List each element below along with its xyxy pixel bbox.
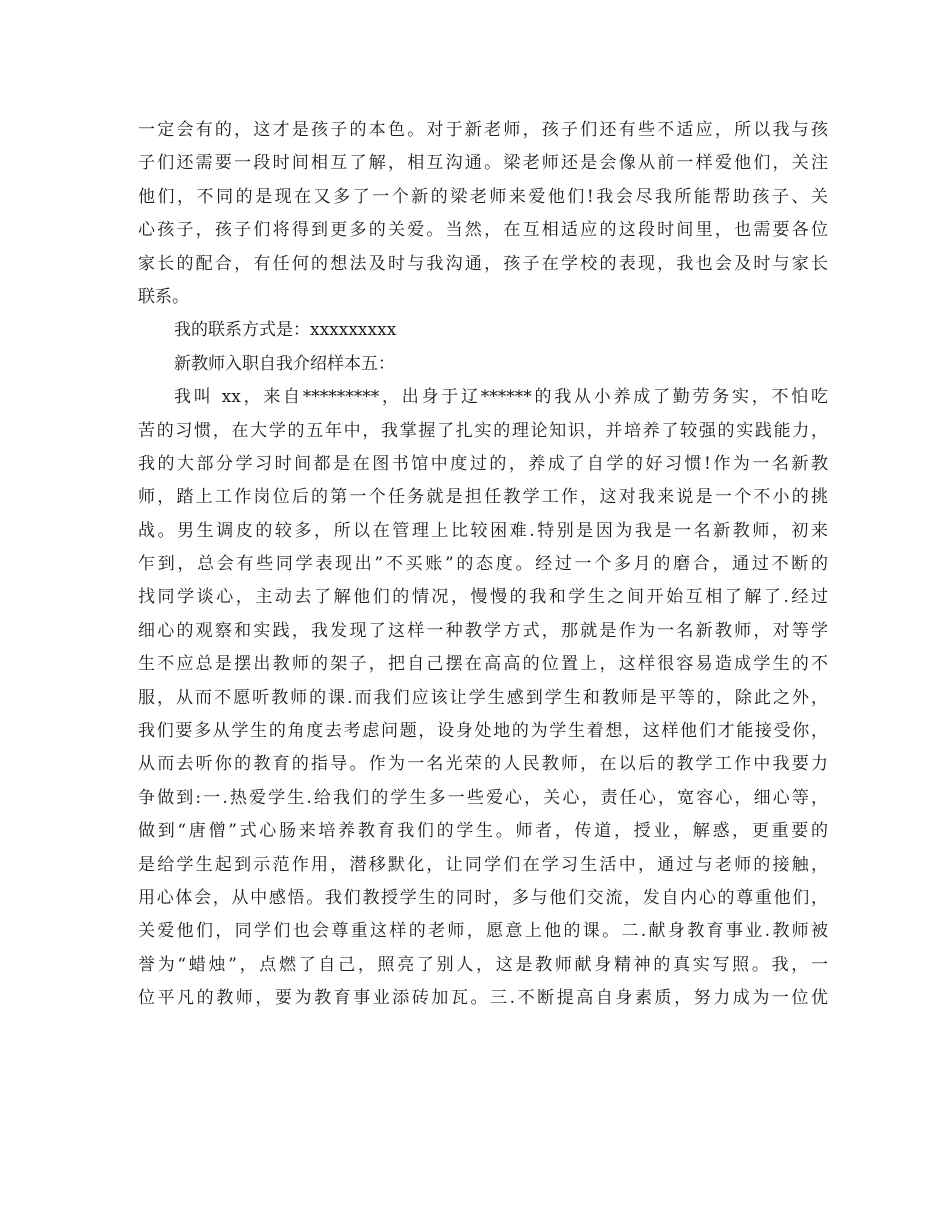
text-line: 做到“唐僧”式心肠来培养教育我们的学生。师者，传道，授业，解惑，更重要的 xyxy=(138,821,828,842)
text-line: 找同学谈心，主动去了解他们的情况，慢慢的我和学生之间开始互相了解了.经过 xyxy=(138,587,828,608)
text-line: 苦的习惯，在大学的五年中，我掌握了扎实的理论知识，并培养了较强的实践能力， xyxy=(138,420,828,441)
text-line: 生不应总是摆出教师的架子，把自己摆在高高的位置上，这样很容易造成学生的不 xyxy=(138,654,828,675)
text-line: 争做到:一.热爱学生.给我们的学生多一些爱心，关心，责任心，宽容心，细心等， xyxy=(138,787,828,808)
text-line: 服，从而不愿听教师的课.而我们应该让学生感到学生和教师是平等的，除此之外， xyxy=(138,687,828,708)
text-line: 我的大部分学习时间都是在图书馆中度过的，养成了自学的好习惯!作为一名新教 xyxy=(138,453,828,474)
text-line: 关爱他们，同学们也会尊重这样的老师，愿意上他的课。二.献身教育事业.教师被 xyxy=(138,921,828,942)
text-line: 我们要多从学生的角度去考虑问题，设身处地的为学生着想，这样他们才能接受你， xyxy=(138,721,828,742)
document-body xyxy=(138,114,828,1016)
text-line: 是给学生起到示范作用，潜移默化，让同学们在学习生活中，通过与老师的接触， xyxy=(138,854,828,875)
text-line: 战。男生调皮的较多，所以在管理上比较困难.特别是因为我是一名新教师，初来 xyxy=(138,520,828,541)
text-line: 他们，不同的是现在又多了一个新的梁老师来爱他们!我会尽我所能帮助孩子、关 xyxy=(138,186,828,207)
text-line: 誉为“蜡烛”，点燃了自己，照亮了别人，这是教师献身精神的真实写照。我，一 xyxy=(138,954,828,975)
text-line: 细心的观察和实践，我发现了这样一种教学方式，那就是作为一名新教师，对等学 xyxy=(138,620,828,641)
text-line: 家长的配合，有任何的想法及时与我沟通，孩子在学校的表现，我也会及时与家长 xyxy=(138,253,828,274)
text-line: 师，踏上工作岗位后的第一个任务就是担任教学工作，这对我来说是一个不小的挑 xyxy=(138,487,828,508)
section-heading: 新教师入职自我介绍样本五： xyxy=(174,353,395,374)
text-line: 一定会有的，这才是孩子的本色。对于新老师，孩子们还有些不适应，所以我与孩 xyxy=(138,120,828,140)
contact-line: 我的联系方式是：xxxxxxxxx xyxy=(174,320,397,341)
text-line: 从而去听你的教育的指导。作为一名光荣的人民教师，在以后的教学工作中我要力 xyxy=(138,754,828,775)
text-line: 乍到，总会有些同学表现出”不买账”的态度。经过一个多月的磨合，通过不断的 xyxy=(138,554,828,575)
text-line: 子们还需要一段时间相互了解，相互沟通。梁老师还是会像从前一样爱他们，关注 xyxy=(138,153,828,174)
text-line: 我叫 xx，来自*********，出身于辽******的我从小养成了勤劳务实，不怕吃 xyxy=(174,387,828,408)
text-line: 位平凡的教师，要为教育事业添砖加瓦。三.不断提高自身素质，努力成为一位优 xyxy=(138,988,828,1009)
text-line: 心孩子，孩子们将得到更多的关爱。当然，在互相适应的这段时间里，也需要各位 xyxy=(138,220,828,241)
text-line: 用心体会，从中感悟。我们教授学生的同时，多与他们交流，发自内心的尊重他们， xyxy=(138,887,828,908)
text-line: 联系。 xyxy=(138,286,189,307)
